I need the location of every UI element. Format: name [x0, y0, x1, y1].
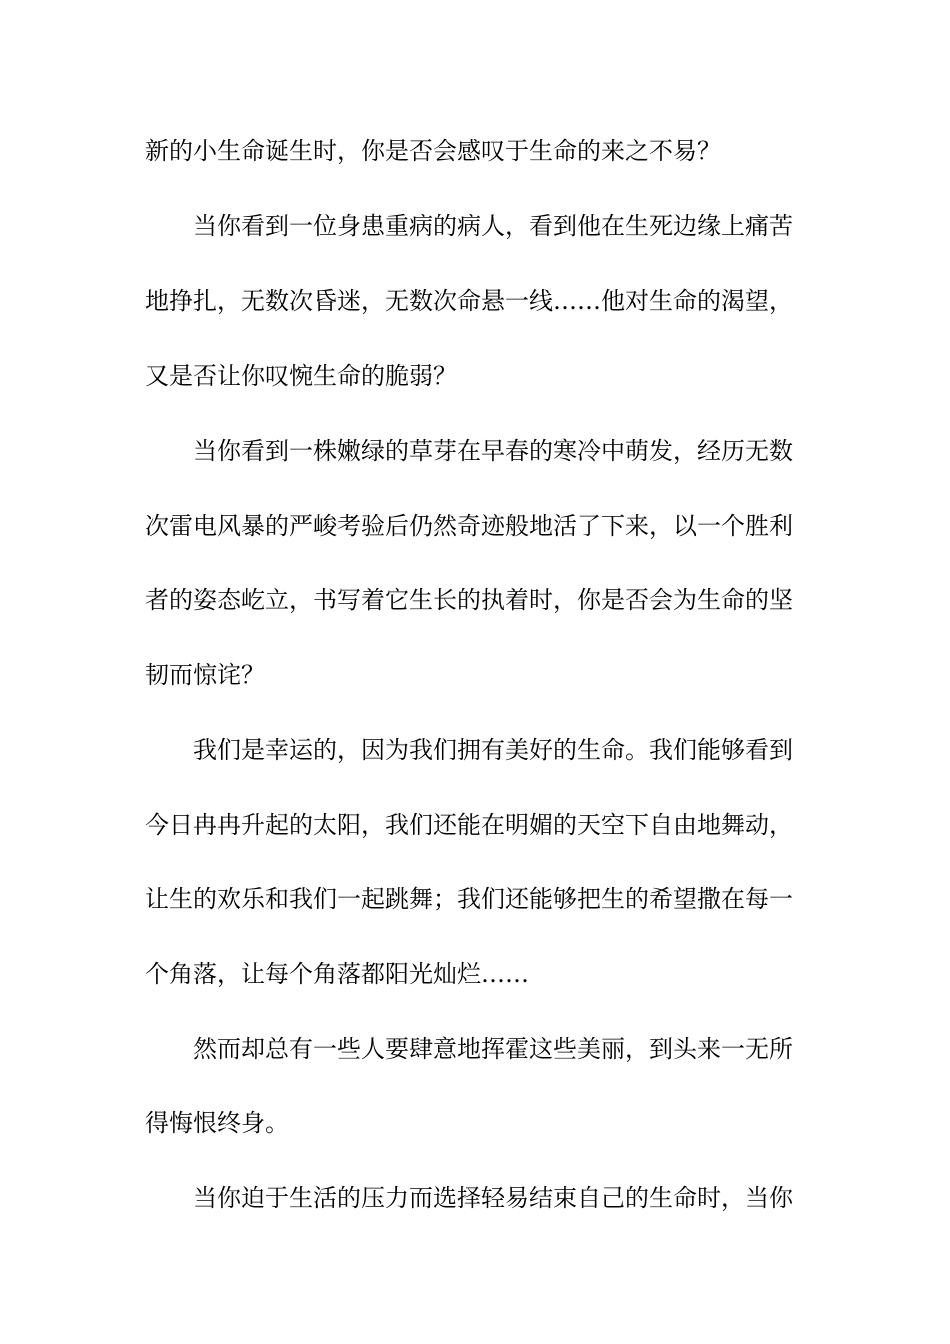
text-line: 者的姿态屹立，书写着它生长的执着时，你是否会为生命的坚 [145, 586, 793, 614]
paragraph-start-line: 然而却总有一些人要肆意地挥霍这些美丽，到头来一无所 [193, 1035, 793, 1063]
text-line: 次雷电风暴的严峻考验后仍然奇迹般地活了下来，以一个胜利 [145, 512, 793, 540]
text-line: 新的小生命诞生时，你是否会感叹于生命的来之不易？ [145, 137, 721, 165]
text-line: 个角落，让每个角落都阳光灿烂…… [145, 960, 529, 988]
text-line: 韧而惊诧？ [145, 661, 265, 689]
text-line: 地挣扎，无数次昏迷，无数次命悬一线……他对生命的渴望， [145, 287, 793, 315]
paragraph-start-line: 我们是幸运的，因为我们拥有美好的生命。我们能够看到 [193, 736, 793, 764]
text-line: 让生的欢乐和我们一起跳舞；我们还能够把生的希望撒在每一 [145, 885, 793, 913]
text-line: 得悔恨终身。 [145, 1109, 289, 1137]
paragraph-start-line: 当你迫于生活的压力而选择轻易结束自己的生命时，当你 [193, 1184, 793, 1212]
text-line: 今日冉冉升起的太阳，我们还能在明媚的天空下自由地舞动， [145, 811, 793, 839]
paragraph-start-line: 当你看到一株嫩绿的草芽在早春的寒冷中萌发，经历无数 [193, 437, 793, 465]
paragraph-start-line: 当你看到一位身患重病的病人，看到他在生死边缘上痛苦 [193, 212, 793, 240]
text-line: 又是否让你叹惋生命的脆弱？ [145, 362, 457, 390]
